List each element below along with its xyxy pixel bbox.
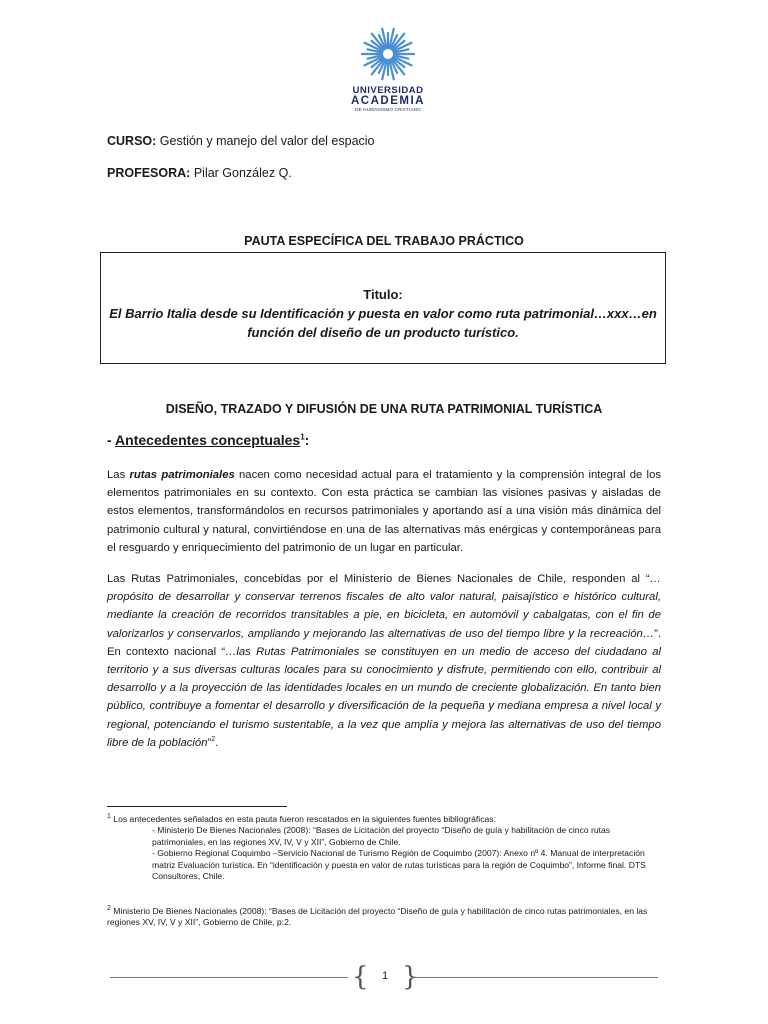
logo-line-1: UNIVERSIDAD (352, 85, 424, 96)
footnote-ref-2: 2 (211, 736, 216, 744)
subheading-dash: - (107, 432, 116, 448)
footnote-1-item-1: - Ministerio De Bienes Nacionales (2008): “Bases de Licitación del proyecto “Diseño de guía y habilitación de cinco rutas patrimoniales, en las regiones XV, IV, V y XII”, Gobierno de Chile. (152, 825, 611, 847)
footnote-2 (107, 906, 661, 929)
section-heading-diseno: DISEÑO, TRAZADO Y DIFUSIÓN DE UNA RUTA PATRIMONIAL TURÍSTICA (165, 402, 603, 416)
subheading-antecedentes (107, 432, 309, 448)
course-value: Gestión y manejo del valor del espacio (159, 134, 375, 148)
professor-label: PROFESORA: (107, 166, 191, 180)
footnote-2-number: 2 (107, 905, 111, 913)
para2-text-c: ” (207, 736, 212, 749)
footnote-1-item-2: - Gobierno Regional Coquimbo –Servicio Nacional de Turismo Región de Coquimbo (2007): Anexo nº 4. Manual de interpretación matriz Evaluación turística. En “identificación y puesta en valor de rutas turísticas para la región de Coquimbo”, Informe final. DTS Consultores, Chile. (152, 848, 646, 882)
footnote-ref-1: 1 (300, 432, 305, 442)
para1-text-b: nacen como necesidad actual para el tratamiento y la comprensión integral de los elementos patrimoniales en su contexto. Con esta práctica se cambian las visiones pasivas y aisladas de estos elementos, transformándolos en recursos patrimoniales y aportando así a una visión más dinámica del patrimonio cultural y natural, convirtiéndose en una de las alternativas más enérgicas y contemporáneas para el resguardo y enriquecimiento del patrimonio de un lugar en particular. (107, 469, 661, 554)
para2-quote-1: …propósito de desarrollar y conservar terrenos fiscales de alto valor natural, paisajístico e histórico cultural, mediante la creación de recorridos transitables a pie, en bicicleta, en automóvil y cabalgatas, con el fin de valorizarlos y conservarlos, ampliando y mejorando las alternativas de uso del tiempo libre y la recreación… (107, 573, 661, 640)
footnote-1-intro: Los antecedentes señalados en esta pauta fueron rescatados en la siguientes fuentes bibliográficas: (110, 814, 496, 824)
course-line (107, 134, 375, 148)
professor-line (107, 166, 292, 180)
para1-emphasis: rutas patrimoniales (129, 469, 235, 481)
section-heading-pauta: PAUTA ESPECÍFICA DEL TRABAJO PRÁCTICO (244, 234, 524, 248)
title-label: Titulo: (363, 287, 403, 302)
subheading-text: Antecedentes conceptuales (115, 432, 301, 448)
paragraph-1 (107, 466, 661, 557)
footer-rule-right (414, 977, 658, 978)
left-brace-icon: { (352, 962, 369, 992)
para2-quote-2: …las Rutas Patrimoniales se constituyen en un medio de acceso del ciudadano al territorio y a sus diversas culturas locales para su conocimiento y disfrute, permitiendo con ello, contribuir al desarrollo y a la proyección de las identidades locales en un mundo de creciente globalización. En tanto bien público, contribuye a fomentar el desarrollo y diversificación de la pequeña y mediana empresa a nivel local y regional, potenciando el turismo sustentable, a la vez que amplía y mejora las alternativas de uso del tiempo libre de la población (107, 645, 661, 749)
para2-text-a: Las Rutas Patrimoniales, concebidas por el Ministerio de Bienes Nacionales de Chile, responden al “ (107, 573, 650, 585)
course-label: CURSO: (107, 134, 157, 148)
right-brace-icon: } (402, 962, 419, 992)
professor-value: Pilar González Q. (193, 166, 292, 180)
logo-line-2: ACADEMIA (351, 95, 425, 107)
para2-text-b: ”. En contexto nacional “ (107, 627, 661, 658)
para1-text-a: Las (107, 469, 130, 481)
footer-rule-left (110, 977, 348, 978)
starburst-logo-icon (357, 26, 419, 82)
paragraph-2 (107, 570, 661, 752)
page-number: 1 (381, 970, 389, 982)
footnote-1 (107, 814, 661, 882)
title-text-line-1: El Barrio Italia desde su Identificación y puesta en valor como ruta patrimonial…xxx…en (109, 306, 657, 321)
subheading-colon: : (304, 432, 310, 448)
logo-line-3: DE HUMANISMO CRISTIANO (355, 107, 421, 112)
footnote-separator (107, 806, 287, 807)
page-footer (110, 962, 658, 992)
university-logo (344, 26, 432, 113)
footnote-2-text: Ministerio De Bienes Nacionales (2008): “Bases de Licitación del proyecto “Diseño de guía y habilitación de cinco rutas patrimoniales, en las regiones XV, IV, V y XII”, Gobierno de Chile, p:2. (107, 906, 648, 928)
footnote-1-number: 1 (107, 813, 111, 821)
title-box (100, 252, 666, 364)
title-text-line-2: función del diseño de un producto turístico. (247, 325, 519, 340)
para2-text-d: . (215, 736, 219, 749)
